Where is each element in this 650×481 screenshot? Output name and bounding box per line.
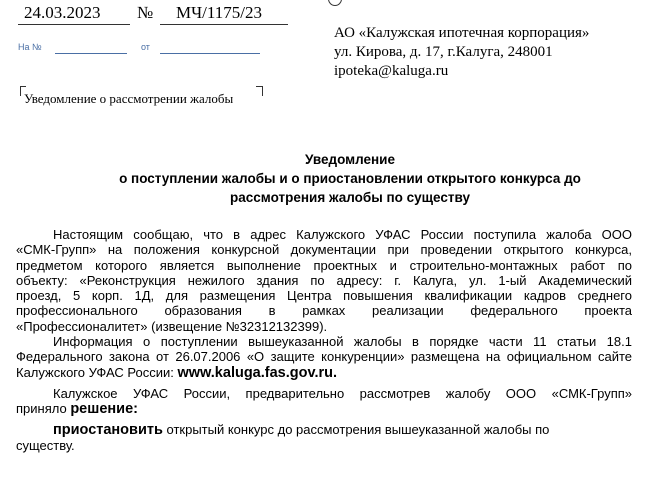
- p1-line: проезд, 5 корп. 1Д, для размещения Центра повышения квалификации кадров среднего: [16, 288, 632, 304]
- p1-line: предметом которого является выполнение проектных и строительно-монтажных работ по: [16, 257, 632, 273]
- recipient-block: [334, 24, 589, 81]
- number-sign: №: [137, 3, 154, 22]
- recipient-email: ipoteka@kaluga.ru: [334, 63, 449, 79]
- notice-title: [60, 150, 640, 207]
- subject-corner-right-v: [262, 86, 263, 96]
- ref-number-line: [55, 53, 127, 54]
- subject-corner-left-v: [20, 86, 21, 96]
- title-line-2: о поступлении жалобы и о приостановлении открытого конкурса до: [119, 171, 581, 186]
- ref-from-label: от: [141, 42, 150, 52]
- date-underline: [18, 24, 130, 25]
- number-underline: [160, 24, 288, 25]
- decision-label: решение:: [70, 401, 138, 418]
- recipient-address: ул. Кирова, д. 17, г.Калуга, 248001: [334, 44, 553, 60]
- ref-from-line: [160, 53, 260, 54]
- p3-line: Калужское УФАС России, предварительно рассмотрев жалобу ООО «СМК-Групп»: [53, 385, 632, 401]
- p1-line: профессионального образования в рамках реализации федерального проекта: [16, 303, 632, 319]
- p2-line-text: Калужского УФАС России:: [16, 364, 178, 380]
- p2-line: Федерального закона от 26.07.2006 «О защите конкуренции» размещена на официальном сайте: [16, 349, 632, 365]
- p2-line-last: [16, 365, 632, 381]
- p1-line: «Профессионалитет» (извещение №32312132399).: [16, 318, 328, 334]
- p4-line-text: открытый конкурс до рассмотрения вышеуказанной жалобы по: [162, 421, 550, 437]
- title-line-1: Уведомление: [304, 152, 395, 167]
- recipient-name: АО «Калужская ипотечная корпорация»: [334, 25, 590, 41]
- subject-corner-left-h: [20, 86, 26, 87]
- p3-line-text: приняло: [16, 401, 71, 417]
- p1-line: Настоящим сообщаю, что в адрес Калужского УФАС России поступила жалоба ООО: [53, 227, 632, 242]
- outgoing-date: 24.03.2023: [24, 3, 101, 22]
- p1-line: объекту: «Реконструкция нежилого здания по адресу: г. Калуга, ул. 1-ый Академический: [16, 272, 632, 288]
- subject-line: Уведомление о рассмотрении жалобы: [24, 91, 234, 106]
- outgoing-number: МЧ/1175/23: [176, 3, 262, 22]
- suspend-word: приостановить: [53, 421, 163, 438]
- fas-website-link[interactable]: www.kaluga.fas.gov.ru.: [177, 364, 338, 381]
- p3-line-2: [16, 401, 632, 417]
- notice-body: [16, 227, 632, 453]
- p4-line: [16, 422, 632, 438]
- subject-corner-right-h: [256, 86, 262, 87]
- ref-number-label: На №: [18, 42, 42, 52]
- p2-line: Информация о поступлении вышеуказанной жалобы в порядке части 11 статьи 18.1: [53, 334, 632, 350]
- p1-line: «СМК-Групп» на положения конкурсной документации при проведении открытого конкурса,: [16, 242, 632, 258]
- p4-line-2: существу.: [16, 437, 75, 453]
- title-line-3: рассмотрения жалобы по существу: [230, 190, 470, 205]
- top-mark: [328, 0, 342, 6]
